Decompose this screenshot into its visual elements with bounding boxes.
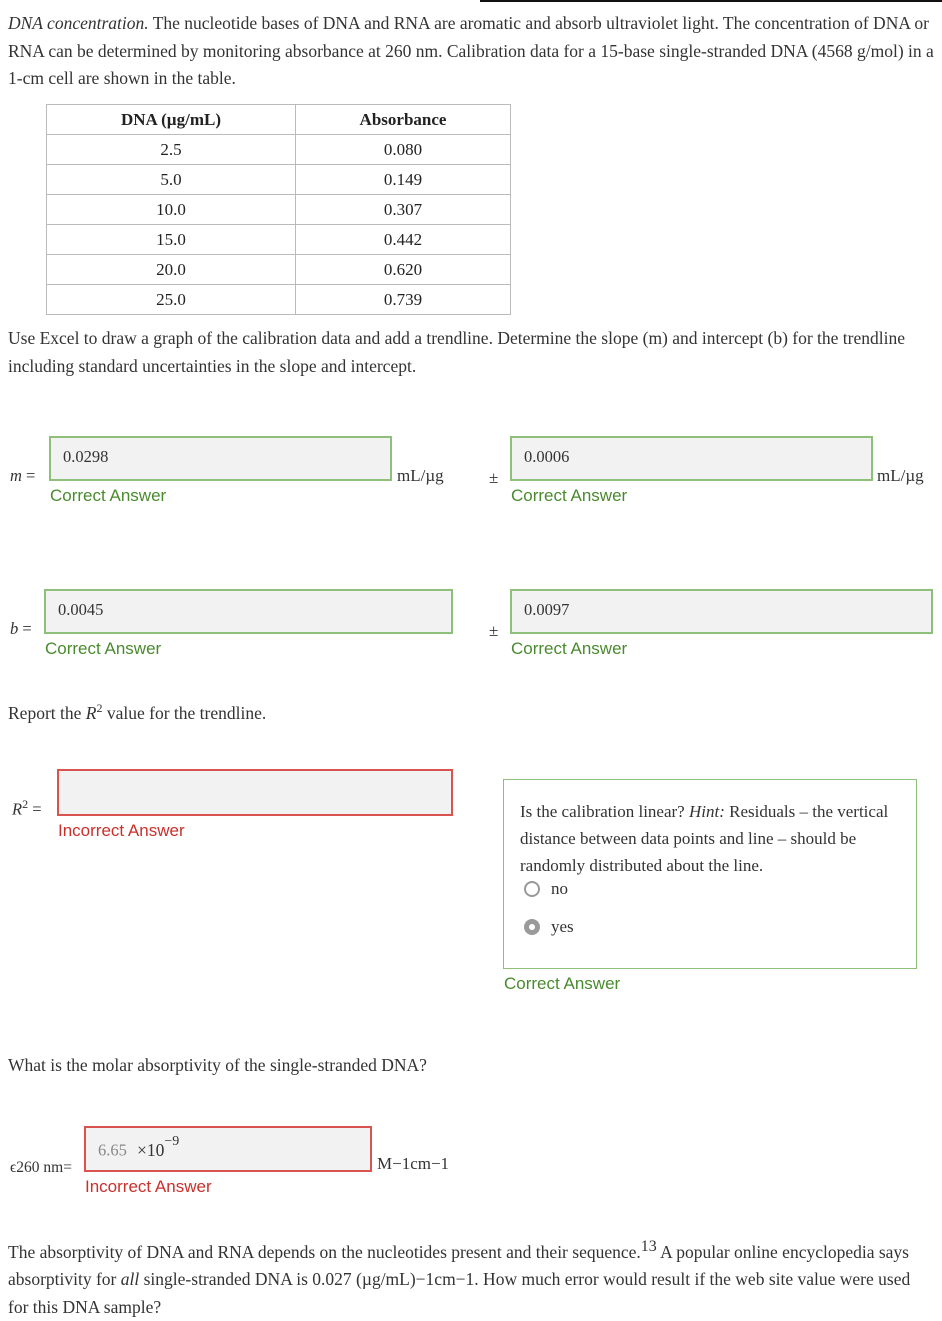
molar-exponent: −9: [164, 1134, 180, 1149]
molar-input[interactable]: [84, 1126, 372, 1172]
slope-label: m =: [10, 466, 36, 485]
r2-feedback: Incorrect Answer: [58, 821, 185, 840]
top-rule: [480, 0, 942, 2]
radio-no[interactable]: [524, 881, 540, 897]
intercept-input[interactable]: 0.0045: [44, 589, 453, 634]
intro-paragraph: [8, 10, 936, 93]
instruction-text: Use Excel to draw a graph of the calibration data and add a trendline. Determine the slope (m) and intercept (b) for the trendline including standard uncertainties in the slope and intercept.: [8, 328, 906, 376]
cell-dna: 2.5: [47, 135, 296, 165]
intercept-uncertainty-input[interactable]: 0.0097: [510, 589, 933, 634]
cell-dna: 5.0: [47, 165, 296, 195]
molar-feedback: Incorrect Answer: [85, 1177, 212, 1196]
slope-uncertainty-input[interactable]: 0.0006: [510, 436, 873, 481]
cell-dna: 15.0: [47, 225, 296, 255]
linearity-feedback: Correct Answer: [504, 974, 621, 993]
intro-text: The nucleotide bases of DNA and RNA are aromatic and absorb ultraviolet light. The concentration of DNA or RNA can be determined by monitoring absorbance at 260 nm. Calibration data for a 15-base single-stranded DNA (4568 g/mol) in a 1-cm cell are shown in the table.: [8, 13, 934, 88]
molar-exp-base: ×10: [137, 1139, 165, 1160]
slope-uncertainty-feedback: Correct Answer: [511, 486, 628, 505]
cell-absorbance: 0.442: [296, 225, 511, 255]
table-row: [47, 225, 511, 255]
cell-dna: 25.0: [47, 285, 296, 315]
slope-uncertainty-unit: mL/µg: [877, 466, 924, 485]
r2-prompt: Report the $R^2$ value for the trendline.: [8, 701, 267, 723]
cell-dna: 10.0: [47, 195, 296, 225]
calibration-table: [46, 104, 511, 315]
intercept-uncertainty-feedback: Correct Answer: [511, 639, 628, 658]
slope-unit: mL/µg: [397, 466, 444, 485]
intercept-feedback: Correct Answer: [45, 639, 162, 658]
linearity-question-panel: [503, 779, 917, 969]
cell-absorbance: 0.620: [296, 255, 511, 285]
table-row: [47, 255, 511, 285]
slope-feedback: Correct Answer: [50, 486, 167, 505]
r2-input[interactable]: [57, 769, 453, 816]
linearity-question-text: Is the calibration linear? Hint: Residuals – the vertical distance between data points and line – should be randomly distributed about the line.: [520, 802, 889, 875]
header-dna: DNA (µg/mL): [47, 105, 296, 135]
option-yes-label: yes: [551, 917, 574, 936]
radio-yes[interactable]: [524, 919, 540, 935]
outro-paragraph: The absorptivity of DNA and RNA depends on the nucleotides present and their sequence.$^{13}$ A popular online encyclopedia says absorptivity for all single-stranded DNA is 0.027 (µg/mL)−1cm−1. How much error would result if the web site value were used for this DNA sample?: [8, 1238, 911, 1317]
cell-absorbance: 0.149: [296, 165, 511, 195]
r2-label: $R^2$ =: [12, 797, 42, 819]
plus-minus-sign: ±: [489, 468, 499, 487]
table-row: [47, 135, 511, 165]
intro-title: DNA concentration.: [8, 13, 149, 33]
table-row: [47, 195, 511, 225]
molar-question: What is the molar absorptivity of the single-stranded DNA?: [8, 1055, 427, 1075]
table-header-row: [47, 105, 511, 135]
cell-dna: 20.0: [47, 255, 296, 285]
header-absorbance: Absorbance: [296, 105, 511, 135]
cell-absorbance: 0.739: [296, 285, 511, 315]
table-row: [47, 165, 511, 195]
molar-mantissa: 6.65: [98, 1140, 127, 1160]
slope-input[interactable]: 0.0298: [49, 436, 392, 481]
plus-minus-sign: ±: [489, 621, 499, 640]
cell-absorbance: 0.307: [296, 195, 511, 225]
epsilon-label: ϵ260 nm=: [10, 1159, 72, 1176]
molar-unit: M−1cm−1: [377, 1154, 450, 1173]
option-no-label: no: [551, 879, 568, 898]
table-row: [47, 285, 511, 315]
cell-absorbance: 0.080: [296, 135, 511, 165]
intercept-label: b =: [10, 619, 32, 638]
